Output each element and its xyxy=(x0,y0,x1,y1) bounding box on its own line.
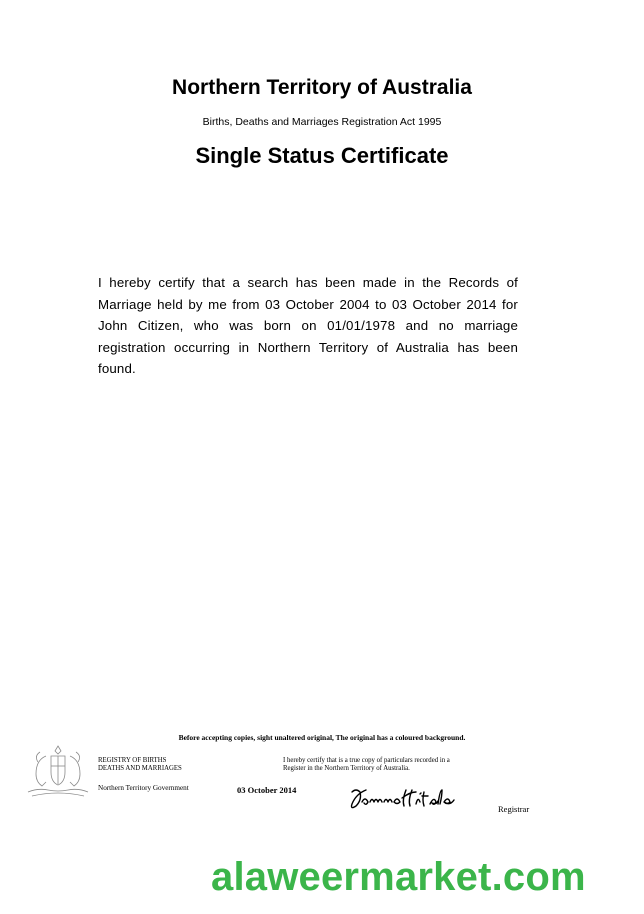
registry-name-line-2: DEATHS AND MARRIAGES xyxy=(98,765,182,772)
certification-statement: I hereby certify that a search has been made in the Records of Marriage held by me from 03 October 2004 to 03 October 2014 for John Citizen, who was born on 01/01/1978 and no marriage registration occurring in Northern Territory of Australia has been found. xyxy=(98,275,518,376)
registrar-signature xyxy=(346,784,458,814)
jurisdiction-heading: Northern Territory of Australia xyxy=(172,76,472,99)
website-watermark: alaweermarket.com xyxy=(211,855,586,899)
government-name: Northern Territory Government xyxy=(98,784,189,792)
certify-text-line-1: I hereby certify that is a true copy of particulars recorded in a xyxy=(283,757,450,764)
registry-name-line-1: REGISTRY OF BIRTHS xyxy=(98,757,167,764)
act-subtitle: Births, Deaths and Marriages Registration Act 1995 xyxy=(202,116,442,128)
certify-text-line-2: Register in the Northern Territory of Australia. xyxy=(283,765,410,772)
registrar-label: Registrar xyxy=(498,804,530,814)
certificate-title: Single Status Certificate xyxy=(195,143,449,168)
issue-date: 03 October 2014 xyxy=(237,785,297,795)
original-notice: Before accepting copies, sight unaltered original, The original has a coloured background. xyxy=(178,733,466,742)
coat-of-arms-icon xyxy=(22,742,94,802)
